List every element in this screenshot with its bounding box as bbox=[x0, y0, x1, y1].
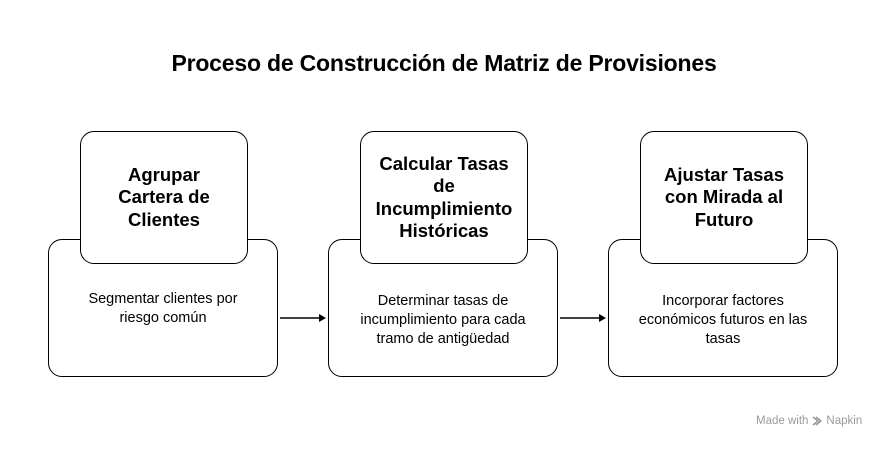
made-with-napkin[interactable] bbox=[756, 415, 862, 427]
step-2-heading: Calcular Tasas de Incumplimiento Históricas bbox=[375, 152, 513, 241]
step-3-description: Incorporar factores económicos futuros en las tasas bbox=[638, 293, 808, 347]
step-1-description: Segmentar clientes por riesgo común bbox=[88, 291, 238, 326]
made-with-label: Made with bbox=[756, 415, 809, 427]
step-2-heading-box bbox=[360, 131, 528, 264]
step-2-description: Determinar tasas de incumplimiento para cada tramo de antigüedad bbox=[360, 293, 526, 347]
napkin-logo-icon bbox=[811, 415, 823, 427]
arrow-right-icon bbox=[559, 311, 607, 325]
diagram-title: Proceso de Construcción de Matriz de Provisiones bbox=[171, 50, 717, 76]
napkin-brand-label: Napkin bbox=[826, 415, 863, 427]
step-3-heading: Ajustar Tasas con Mirada al Futuro bbox=[664, 163, 784, 230]
step-1-heading-box bbox=[80, 131, 248, 264]
step-3-heading-box bbox=[640, 131, 808, 264]
arrow-right-icon bbox=[279, 311, 327, 325]
step-1-heading: Agrupar Cartera de Clientes bbox=[118, 163, 210, 230]
